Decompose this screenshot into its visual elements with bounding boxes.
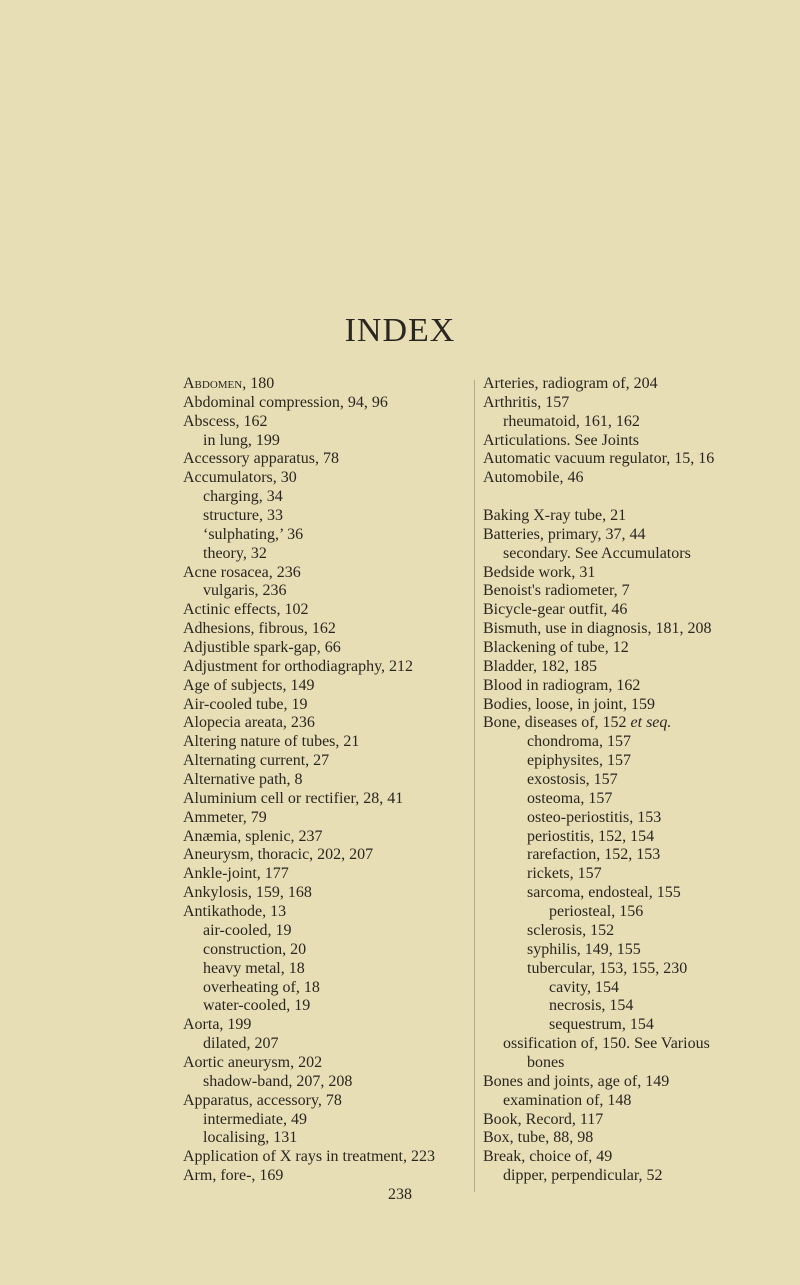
index-entry	[183, 846, 483, 865]
index-entry	[183, 639, 483, 658]
entry-text: Box, tube, 88, 98	[483, 1129, 594, 1147]
entry-text: tubercular, 153, 155, 230	[527, 959, 688, 977]
index-entry	[183, 601, 483, 620]
index-subentry	[183, 960, 483, 979]
entry-text: heavy metal, 18	[203, 959, 305, 977]
page-number: 238	[388, 1186, 412, 1203]
entry-text: necrosis, 154	[549, 997, 634, 1015]
entry-text: Alternating current, 27	[183, 752, 330, 770]
index-entry	[183, 1167, 483, 1186]
index-subentry	[483, 1054, 783, 1073]
index-subentry	[183, 526, 483, 545]
entry-text: sequestrum, 154	[549, 1016, 654, 1034]
entry-text: air-cooled, 19	[203, 921, 292, 939]
index-entry	[483, 394, 783, 413]
index-subentry	[483, 941, 783, 960]
index-subentry	[183, 1129, 483, 1148]
entry-text: Acne rosacea, 236	[183, 563, 301, 581]
index-entry	[183, 450, 483, 469]
entry-text: ‘sulphating,’ 36	[203, 525, 304, 543]
entry-text: epiphysites, 157	[527, 752, 631, 770]
index-entry	[483, 1129, 783, 1148]
index-subentry	[483, 733, 783, 752]
index-entry	[183, 375, 483, 394]
entry-text: overheating of, 18	[203, 978, 320, 996]
entry-text: Air-cooled tube, 19	[183, 695, 308, 713]
entry-text: exostosis, 157	[527, 771, 618, 789]
index-entry	[183, 658, 483, 677]
index-subentry	[183, 979, 483, 998]
index-entry	[483, 375, 783, 394]
entry-text: Abdomen, 180	[183, 375, 275, 392]
index-entry	[483, 620, 783, 639]
index-entry	[183, 620, 483, 639]
entry-text: in lung, 199	[203, 431, 280, 449]
entry-text: Actinic effects, 102	[183, 601, 309, 619]
index-subentry	[483, 884, 783, 903]
index-entry	[183, 884, 483, 903]
index-subentry	[483, 846, 783, 865]
entry-text: Batteries, primary, 37, 44	[483, 525, 646, 543]
index-subentry	[183, 488, 483, 507]
index-subentry	[183, 1073, 483, 1092]
entry-text: vulgaris, 236	[203, 582, 287, 600]
index-subentry	[483, 1035, 783, 1054]
entry-text: Adjustible spark-gap, 66	[183, 639, 341, 657]
entry-text: periostitis, 152, 154	[527, 827, 655, 845]
entry-text: Blood in radiogram, 162	[483, 676, 641, 694]
index-subentry	[483, 865, 783, 884]
entry-text: Benoist's radiometer, 7	[483, 582, 630, 600]
page-title: INDEX	[344, 312, 456, 349]
entry-text: Articulations. See Joints	[483, 431, 639, 449]
index-entry	[483, 450, 783, 469]
entry-text: Alopecia areata, 236	[183, 714, 315, 732]
index-entry	[483, 714, 783, 733]
index-entry	[483, 582, 783, 601]
entry-text: Aluminium cell or rectifier, 28, 41	[183, 789, 404, 807]
entry-text: Accumulators, 30	[183, 469, 297, 487]
index-subentry	[183, 941, 483, 960]
index-subentry	[483, 997, 783, 1016]
index-subentry	[483, 903, 783, 922]
index-entry	[483, 432, 783, 451]
entry-text: water-cooled, 19	[203, 997, 311, 1015]
index-entry	[183, 903, 483, 922]
index-entry	[183, 1092, 483, 1111]
entry-text: Ankylosis, 159, 168	[183, 884, 312, 902]
entry-text: Abdominal compression, 94, 96	[183, 393, 388, 411]
entry-text: Arthritis, 157	[483, 393, 570, 411]
index-subentry	[483, 828, 783, 847]
entry-italic-text: et seq.	[630, 714, 672, 732]
index-subentry	[483, 979, 783, 998]
entry-text: syphilis, 149, 155	[527, 940, 641, 958]
entry-text: examination of, 148	[503, 1091, 632, 1109]
entry-text: Ankle-joint, 177	[183, 865, 289, 883]
entry-text: bones	[527, 1053, 565, 1071]
index-entry	[483, 1148, 783, 1167]
index-entry	[483, 677, 783, 696]
index-subentry	[183, 922, 483, 941]
entry-text: shadow-band, 207, 208	[203, 1072, 353, 1090]
index-entry	[183, 771, 483, 790]
index-subentry	[483, 809, 783, 828]
index-subentry	[183, 1111, 483, 1130]
index-entry	[483, 639, 783, 658]
index-subentry	[183, 582, 483, 601]
entry-text: Adjustment for orthodiagraphy, 212	[183, 657, 414, 675]
index-subentry	[483, 1016, 783, 1035]
entry-text: Bone, diseases of, 152	[483, 714, 631, 732]
entry-text: Baking X-ray tube, 21	[483, 507, 627, 525]
entry-text: secondary. See Accumulators	[503, 544, 691, 562]
index-subentry	[483, 545, 783, 564]
entry-text: Alternative path, 8	[183, 771, 303, 789]
index-entry	[483, 1111, 783, 1130]
entry-text: sclerosis, 152	[527, 921, 615, 939]
entry-text: osteo-periostitis, 153	[527, 808, 662, 826]
entry-text: Break, choice of, 49	[483, 1148, 613, 1166]
entry-text: Bodies, loose, in joint, 159	[483, 695, 655, 713]
index-entry	[483, 658, 783, 677]
index-subentry	[483, 752, 783, 771]
index-entry	[483, 1073, 783, 1092]
index-entry	[483, 488, 783, 507]
entry-text: structure, 33	[203, 507, 283, 525]
entry-text: construction, 20	[203, 940, 307, 958]
entry-text: localising, 131	[203, 1129, 298, 1147]
index-subentry	[183, 1035, 483, 1054]
index-entry	[183, 1148, 483, 1167]
index-subentry	[183, 997, 483, 1016]
entry-text: Abscess, 162	[183, 412, 268, 430]
column-divider	[474, 380, 475, 1192]
entry-text: periosteal, 156	[549, 903, 644, 921]
index-entry	[183, 733, 483, 752]
entry-text: rheumatoid, 161, 162	[503, 412, 640, 430]
index-column-left	[183, 375, 483, 1186]
index-entry	[183, 790, 483, 809]
entry-text: charging, 34	[203, 488, 283, 506]
index-entry	[183, 714, 483, 733]
index-subentry	[483, 922, 783, 941]
entry-text: rickets, 157	[527, 865, 602, 883]
entry-text: Bismuth, use in diagnosis, 181, 208	[483, 620, 712, 638]
index-entry	[483, 601, 783, 620]
index-entry	[183, 828, 483, 847]
entry-text: intermediate, 49	[203, 1110, 307, 1128]
entry-text: Aorta, 199	[183, 1016, 252, 1034]
entry-text: Antikathode, 13	[183, 903, 287, 921]
entry-text: chondroma, 157	[527, 733, 631, 751]
entry-text: Ammeter, 79	[183, 808, 267, 826]
index-entry	[183, 696, 483, 715]
entry-text: Accessory apparatus, 78	[183, 450, 339, 468]
index-subentry	[183, 545, 483, 564]
entry-text: theory, 32	[203, 544, 267, 562]
index-column-right	[483, 375, 783, 1186]
index-entry	[483, 526, 783, 545]
entry-text: cavity, 154	[549, 978, 620, 996]
entry-text: Application of X rays in treatment, 223	[183, 1148, 435, 1166]
index-entry	[483, 696, 783, 715]
index-entry	[183, 809, 483, 828]
index-entry	[183, 752, 483, 771]
entry-text: Automatic vacuum regulator, 15, 16	[483, 450, 715, 468]
index-subentry	[183, 432, 483, 451]
entry-text: Aortic aneurysm, 202	[183, 1053, 323, 1071]
index-entry	[183, 469, 483, 488]
index-subentry	[483, 1092, 783, 1111]
entry-text: Book, Record, 117	[483, 1110, 604, 1128]
entry-text: dipper, perpendicular, 52	[503, 1167, 663, 1185]
index-entry	[183, 564, 483, 583]
entry-text: Bones and joints, age of, 149	[483, 1072, 670, 1090]
index-entry	[183, 1054, 483, 1073]
entry-text: sarcoma, endosteal, 155	[527, 884, 681, 902]
entry-text: osteoma, 157	[527, 789, 613, 807]
index-subentry	[483, 413, 783, 432]
index-subentry	[483, 790, 783, 809]
index-subentry	[183, 507, 483, 526]
index-entry	[183, 677, 483, 696]
index-entry	[483, 564, 783, 583]
entry-text: Automobile, 46	[483, 469, 584, 487]
entry-text: Bicycle-gear outfit, 46	[483, 601, 628, 619]
entry-text: Aneurysm, thoracic, 202, 207	[183, 846, 374, 864]
entry-text: Adhesions, fibrous, 162	[183, 620, 336, 638]
entry-text: Anæmia, splenic, 237	[183, 827, 323, 845]
entry-text: Arteries, radiogram of, 204	[483, 375, 658, 392]
index-entry	[483, 507, 783, 526]
entry-text: dilated, 207	[203, 1035, 279, 1053]
entry-text: Apparatus, accessory, 78	[183, 1091, 342, 1109]
index-entry	[483, 469, 783, 488]
index-entry	[183, 413, 483, 432]
entry-text: Bladder, 182, 185	[483, 657, 598, 675]
entry-text: Blackening of tube, 12	[483, 639, 629, 657]
entry-text: rarefaction, 152, 153	[527, 846, 661, 864]
index-subentry	[483, 1167, 783, 1186]
index-subentry	[483, 771, 783, 790]
entry-text: Altering nature of tubes, 21	[183, 733, 360, 751]
index-subentry	[483, 960, 783, 979]
index-entry	[183, 1016, 483, 1035]
entry-text: Bedside work, 31	[483, 563, 596, 581]
entry-text: Age of subjects, 149	[183, 676, 315, 694]
entry-text: ossification of, 150. See Various	[503, 1035, 710, 1053]
entry-text: Arm, fore-, 169	[183, 1167, 284, 1185]
index-entry	[183, 865, 483, 884]
index-entry	[183, 394, 483, 413]
